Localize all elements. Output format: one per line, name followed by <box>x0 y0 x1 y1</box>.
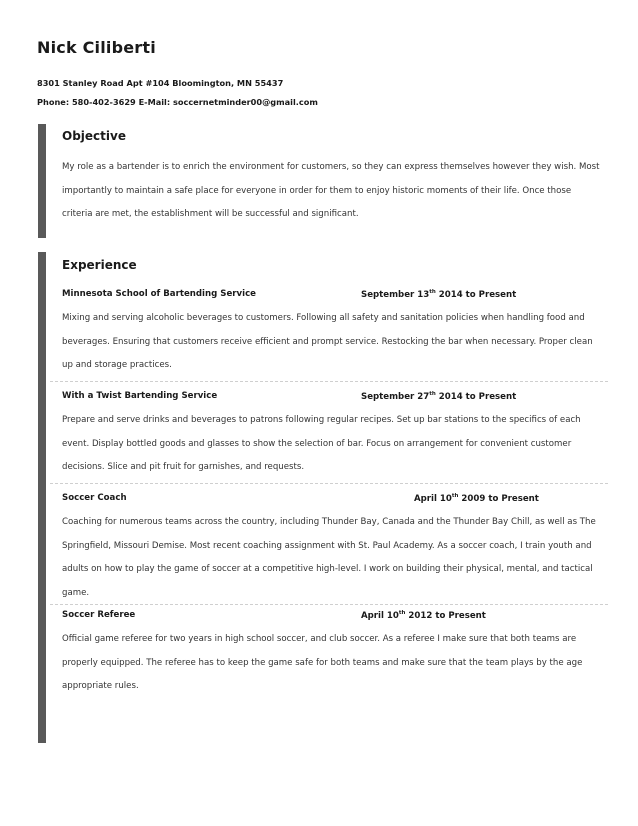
job-title: With a Twist Bartending Service <box>62 391 218 401</box>
objective-section-bar <box>38 124 46 238</box>
contact-phone-email: Phone: 580-402-3629 E-Mail: soccernetminder00@gmail.com <box>37 97 318 107</box>
experience-heading: Experience <box>62 258 137 272</box>
job-header <box>62 610 604 624</box>
experience-section-bar <box>38 252 46 743</box>
job-date: September 13th 2014 to Present <box>361 289 517 300</box>
job-date: April 10th 2012 to Present <box>361 610 486 621</box>
resume-name: Nick Ciliberti <box>37 38 156 57</box>
job-date: April 10th 2009 to Present <box>414 493 539 504</box>
job-header <box>62 493 604 507</box>
job-description: Prepare and serve drinks and beverages to patrons following regular recipes. Set up bar stations to the specifics of each event. Display bottled goods and glasses to show the selection of bar. Focus on arrangement for convenient customer decisions. Slice and pit fruit for garnishes, and requests. <box>62 415 581 472</box>
objective-heading: Objective <box>62 129 126 143</box>
job-title: Soccer Referee <box>62 610 136 620</box>
job-divider <box>50 381 608 382</box>
job-title: Soccer Coach <box>62 493 127 503</box>
job-description: Coaching for numerous teams across the country, including Thunder Bay, Canada and the Thunder Bay Chill, as well as The Springfield, Missouri Demise. Most recent coaching assignment with St. Paul Academy. As a soccer coach, I train youth and adults on how to play the game of soccer at a competitive high-level. I work on building their physical, mental, and tactical game. <box>62 517 596 598</box>
job-title: Minnesota School of Bartending Service <box>62 289 256 299</box>
job-header <box>62 391 604 405</box>
job-description: Mixing and serving alcoholic beverages to customers. Following all safety and sanitation policies when handling food and beverages. Ensuring that customers receive efficient and prompt service. Restocking the bar when necessary. Proper clean up and storage practices. <box>62 313 593 370</box>
job-header <box>62 289 604 303</box>
job-divider <box>50 604 608 605</box>
job-divider <box>50 483 608 484</box>
contact-address: 8301 Stanley Road Apt #104 Bloomington, MN 55437 <box>37 78 284 88</box>
job-date: September 27th 2014 to Present <box>361 391 517 402</box>
objective-text: My role as a bartender is to enrich the environment for customers, so they can express themselves however they wish. Most importantly to maintain a safe place for everyone in order for them to enjoy historic moments of their life. Once those criteria are met, the establishment will be successful and significant. <box>62 162 600 219</box>
job-description: Official game referee for two years in high school soccer, and club soccer. As a referee I make sure that both teams are properly equipped. The referee has to keep the game safe for both teams and make sure that the team plays by the age appropriate rules. <box>62 634 583 691</box>
